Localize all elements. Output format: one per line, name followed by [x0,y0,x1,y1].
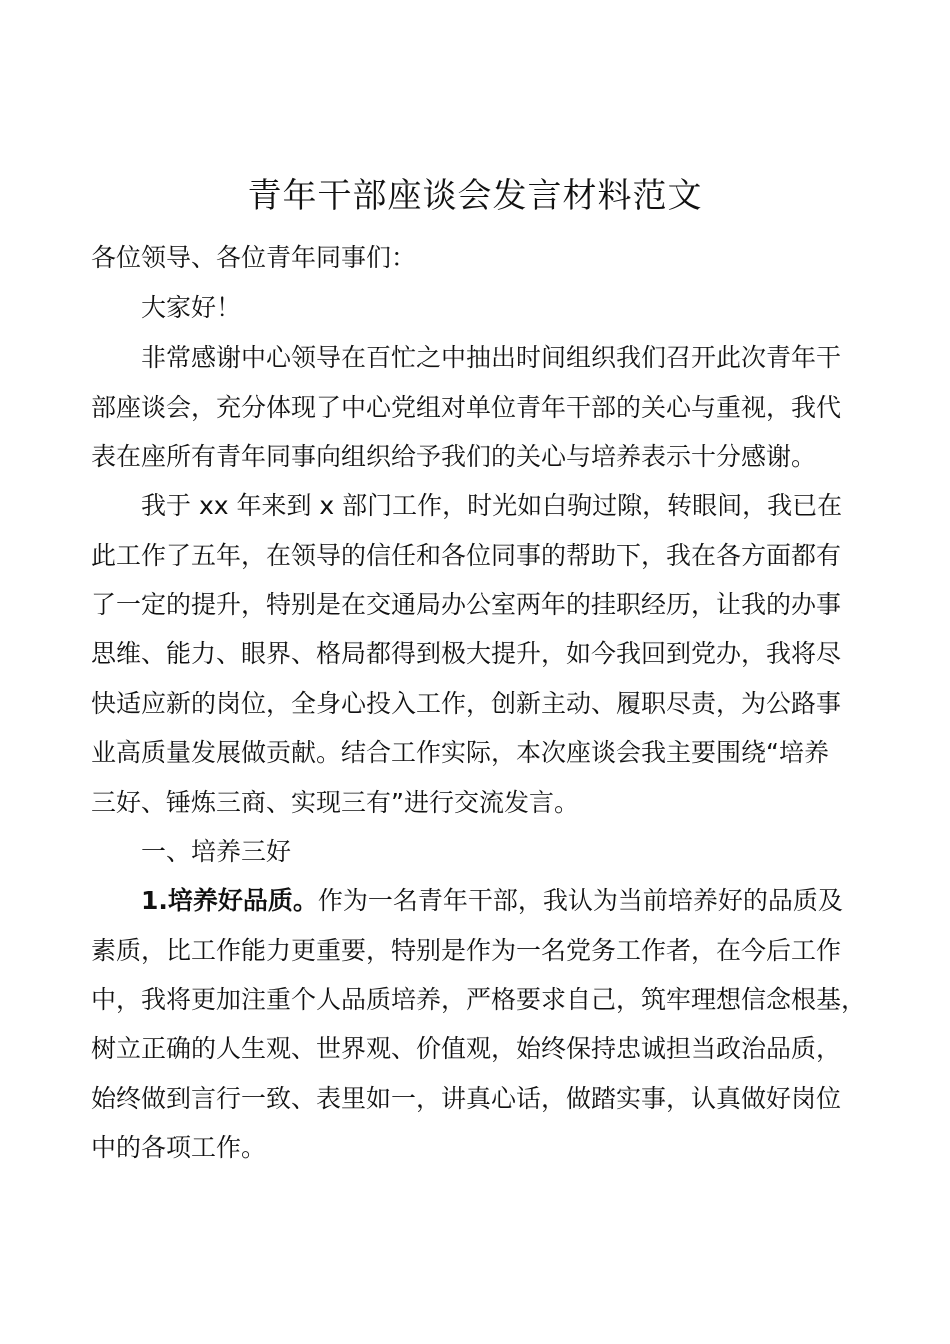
subsection-line-2: 素质，比工作能力更重要，特别是作为一名党务工作者，在今后工作 [91,936,842,965]
para2-line-5: 快适应新的岗位，全身心投入工作，创新主动、履职尽责，为公路事 [91,689,842,718]
subsection-heading: 1.培养好品质。 [141,886,318,915]
document-title: 青年干部座谈会发言材料范文 [247,176,703,216]
greeting: 大家好！ [141,293,242,322]
salutation: 各位领导、各位青年同事们： [91,243,417,272]
para2-line-2: 此工作了五年，在领导的信任和各位同事的帮助下，我在各方面都有 [91,541,842,570]
para1-line-3: 表在座所有青年同事向组织给予我们的关心与培养表示十分感谢。 [91,442,817,471]
para2-line-6: 业高质量发展做贡献。结合工作实际，本次座谈会我主要围绕“培养 [91,738,829,767]
para2-line-4: 思维、能力、眼界、格局都得到极大提升，如今我回到党办，我将尽 [91,639,842,668]
subsection-line-1 [141,881,843,921]
para1-line-2: 部座谈会，充分体现了中心党组对单位青年干部的关心与重视，我代 [91,393,842,422]
subsection-line-4: 树立正确的人生观、世界观、价值观，始终保持忠诚担当政治品质， [91,1034,842,1063]
para2-line-3: 了一定的提升，特别是在交通局办公室两年的挂职经历，让我的办事 [91,590,842,619]
subsection-line-3: 中，我将更加注重个人品质培养，严格要求自己，筑牢理想信念根基， [91,985,867,1014]
subsection-text: 作为一名青年干部，我认为当前培养好的品质及 [317,886,843,915]
para1-line-1: 非常感谢中心领导在百忙之中抽出时间组织我们召开此次青年干 [141,343,842,372]
para2-line-1: 我于 xx 年来到 x 部门工作，时光如白驹过隙，转眼间，我已在 [141,491,843,520]
subsection-line-6: 中的各项工作。 [91,1133,267,1162]
subsection-line-5: 始终做到言行一致、表里如一，讲真心话，做踏实事，认真做好岗位 [91,1084,842,1113]
section-heading: 一、培养三好 [141,837,292,866]
para2-line-7: 三好、锤炼三商、实现三有”进行交流发言。 [91,788,579,817]
